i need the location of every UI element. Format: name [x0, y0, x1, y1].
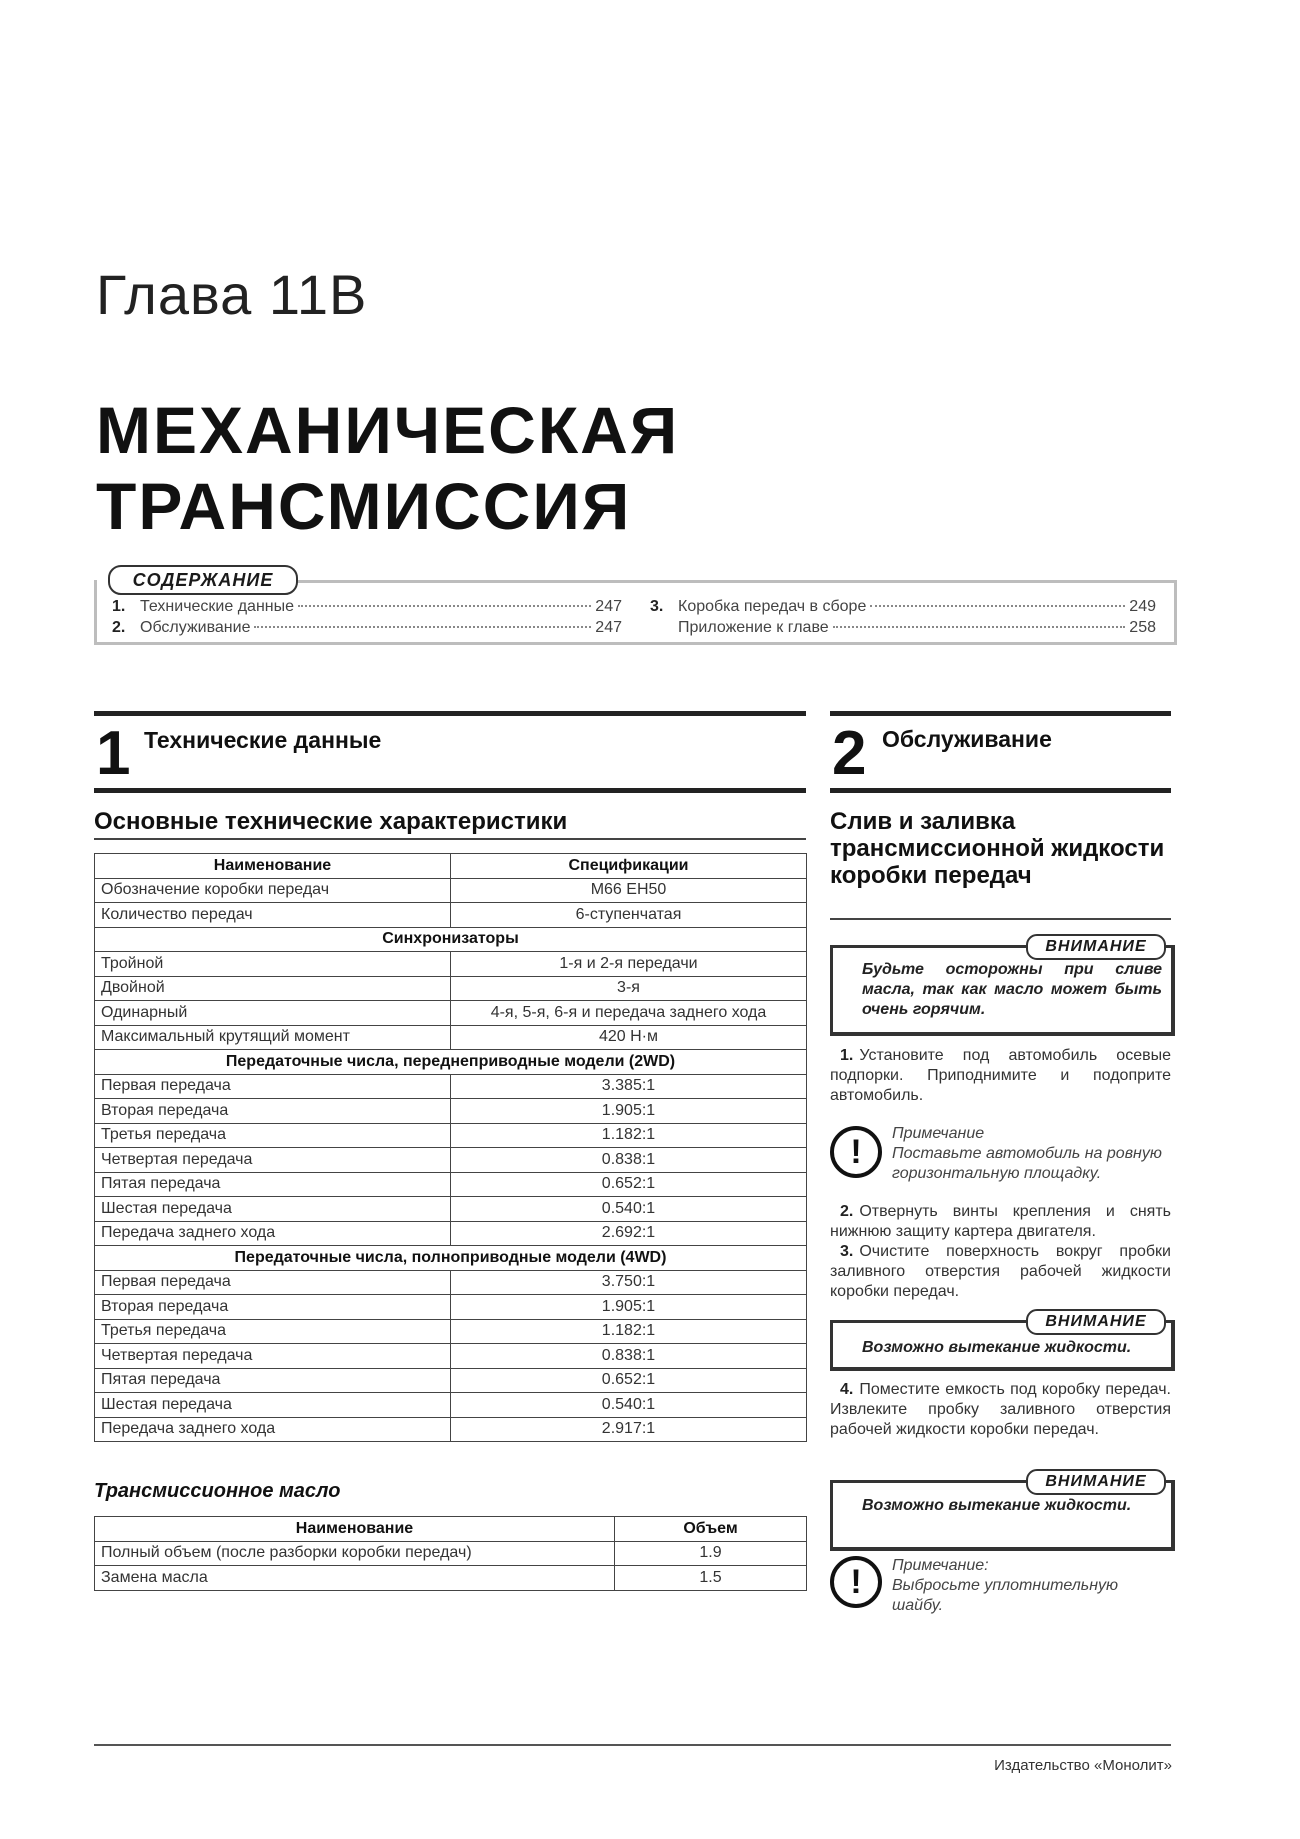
table-row: [95, 1566, 807, 1591]
table-cell-name: Количество передач: [95, 903, 451, 928]
step-text: Отвернуть винты крепления и снять нижнюю защиту картера двигателя.: [830, 1203, 1171, 1240]
warning-text: Будьте осторожны при сливе масла, так как масло может быть очень горячим.: [862, 961, 1162, 1018]
table-row: [95, 1270, 807, 1295]
toc-item[interactable]: [112, 619, 622, 637]
toc-item-page: 249: [1129, 598, 1156, 615]
table-row: [95, 1295, 807, 1320]
table-cell-value: M66 EH50: [451, 878, 807, 903]
note: [892, 1124, 1171, 1184]
table-row: [95, 1197, 807, 1222]
table-cell-value: 6-ступенчатая: [451, 903, 807, 928]
publisher-footer: Издательство «Монолит»: [994, 1757, 1172, 1774]
toc-item-page: 247: [595, 619, 622, 636]
table-row: [95, 976, 807, 1001]
step-number: 4.: [840, 1381, 854, 1398]
table-cell-name: Третья передача: [95, 1319, 451, 1344]
toc-item-label: Обслуживание: [140, 619, 251, 636]
section-divider: [830, 788, 1171, 793]
toc-item-label: Приложение к главе: [678, 619, 829, 636]
step-number: 1.: [840, 1047, 854, 1064]
table-row: [95, 1393, 807, 1418]
table-cell-value: 2.917:1: [451, 1417, 807, 1442]
table-row: [95, 1221, 807, 1246]
footer-rule: [94, 1744, 1171, 1746]
table-group-row: [95, 927, 807, 952]
warning-label: ВНИМАНИЕ: [1026, 1309, 1166, 1335]
table-row: [95, 1368, 807, 1393]
table-row: [95, 1541, 807, 1566]
table-cell-value: 1.182:1: [451, 1319, 807, 1344]
table-cell-value: 1.905:1: [451, 1099, 807, 1124]
toc-leader-dots: [298, 605, 591, 607]
oil-table: [94, 1516, 807, 1591]
page-title-line2: ТРАНСМИССИЯ: [96, 469, 632, 543]
table-cell-value: 3-я: [451, 976, 807, 1001]
column-header: Спецификации: [451, 854, 807, 879]
section-divider: [94, 711, 806, 716]
table-cell-name: Вторая передача: [95, 1099, 451, 1124]
table-cell-value: 0.540:1: [451, 1197, 807, 1222]
exclamation-icon: !: [830, 1556, 882, 1608]
chapter-number: Глава 11В: [96, 263, 368, 326]
toc-item[interactable]: [112, 598, 622, 616]
table-cell-name: Четвертая передача: [95, 1148, 451, 1173]
subsection-underline: [94, 838, 806, 840]
warning-label: ВНИМАНИЕ: [1026, 934, 1166, 960]
subsection-underline: [830, 918, 1171, 920]
table-row: [95, 1074, 807, 1099]
subsection-title: Слив и заливка трансмиссионной жидкости коробки передач: [830, 808, 1165, 889]
table-group-row: [95, 1050, 807, 1075]
table-cell-name: Передача заднего хода: [95, 1417, 451, 1442]
table-cell-name: Передача заднего хода: [95, 1221, 451, 1246]
step-number: 2.: [840, 1203, 854, 1220]
step-1: [830, 1046, 1171, 1106]
spec-table: [94, 853, 807, 1442]
table-row: [95, 1001, 807, 1026]
note: [892, 1556, 1171, 1616]
table-cell-name: Тройной: [95, 952, 451, 977]
table-cell-name: Полный объем (после разборки коробки передач): [95, 1541, 615, 1566]
toc-leader-dots: [833, 626, 1126, 628]
table-cell-name: Пятая передача: [95, 1368, 451, 1393]
table-cell-value: 420 Н·м: [451, 1025, 807, 1050]
table-row: [95, 1344, 807, 1369]
toc-item-number: 2.: [112, 619, 126, 636]
toc-item[interactable]: [650, 598, 1156, 616]
table-cell-value: 3.385:1: [451, 1074, 807, 1099]
toc-leader-dots: [870, 605, 1125, 607]
toc-item[interactable]: [650, 619, 1156, 637]
table-cell-name: Вторая передача: [95, 1295, 451, 1320]
table-row: [95, 952, 807, 977]
section-number: 2: [832, 719, 867, 788]
table-row: [95, 1025, 807, 1050]
section-divider: [830, 711, 1171, 716]
table-row: [95, 903, 807, 928]
table-row: [95, 1172, 807, 1197]
section-title: Технические данные: [144, 727, 382, 753]
table-cell-value: 2.692:1: [451, 1221, 807, 1246]
toc-item-number: 1.: [112, 598, 126, 615]
section-title: Обслуживание: [882, 726, 1052, 752]
column-header: Наименование: [95, 1517, 615, 1542]
table-cell-name: Максимальный крутящий момент: [95, 1025, 451, 1050]
column-header: Наименование: [95, 854, 451, 879]
table-cell-name: Замена масла: [95, 1566, 615, 1591]
table-row: [95, 1417, 807, 1442]
exclamation-icon: !: [830, 1126, 882, 1178]
table-cell-value: 4-я, 5-я, 6-я и передача заднего хода: [451, 1001, 807, 1026]
table-cell-value: 1.9: [615, 1541, 807, 1566]
page-title-line1: МЕХАНИЧЕСКАЯ: [96, 393, 680, 467]
table-cell-value: 0.652:1: [451, 1368, 807, 1393]
table-cell-name: Первая передача: [95, 1270, 451, 1295]
table-cell-name: Четвертая передача: [95, 1344, 451, 1369]
warning-text: Возможно вытекание жидкости.: [862, 1339, 1132, 1356]
step-text: Поместите емкость под коробку передач. Извлеките пробку заливного отверстия рабочей жидкости коробки передач.: [830, 1381, 1171, 1438]
toc-item-page: 247: [595, 598, 622, 615]
warning-text: Возможно вытекание жидкости.: [862, 1497, 1132, 1514]
table-row: [95, 1148, 807, 1173]
toc-item-number: 3.: [650, 598, 664, 615]
step-text: Очистите поверхность вокруг пробки заливного отверстия рабочей жидкости коробки передач.: [830, 1243, 1171, 1300]
table-cell-name: Одинарный: [95, 1001, 451, 1026]
table-header-row: [95, 1517, 807, 1542]
toc-item-page: 258: [1129, 619, 1156, 636]
toc-heading: СОДЕРЖАНИЕ: [108, 565, 298, 595]
table-cell-name: Первая передача: [95, 1074, 451, 1099]
table-cell-value: 1-я и 2-я передачи: [451, 952, 807, 977]
step-2: [830, 1202, 1171, 1242]
table-header-row: [95, 854, 807, 879]
table-cell-value: 1.905:1: [451, 1295, 807, 1320]
column-header: Объем: [615, 1517, 807, 1542]
table-cell-name: Шестая передача: [95, 1197, 451, 1222]
note-text: Поставьте автомобиль на ровную горизонтальную площадку.: [892, 1145, 1162, 1182]
note-title: Примечание:: [892, 1557, 989, 1574]
note-text: Выбросьте уплотнительную шайбу.: [892, 1577, 1119, 1614]
table-group-label: Передаточные числа, переднеприводные модели (2WD): [95, 1050, 807, 1075]
step-3: [830, 1242, 1171, 1302]
table-cell-value: 1.182:1: [451, 1123, 807, 1148]
table-group-label: Синхронизаторы: [95, 927, 807, 952]
table-row: [95, 1319, 807, 1344]
table-group-label: Передаточные числа, полноприводные модели (4WD): [95, 1246, 807, 1271]
warning-label: ВНИМАНИЕ: [1026, 1469, 1166, 1495]
section-divider: [94, 788, 806, 793]
table-row: [95, 1099, 807, 1124]
table-cell-value: 3.750:1: [451, 1270, 807, 1295]
oil-title: Трансмиссионное масло: [94, 1480, 341, 1502]
table-cell-name: Двойной: [95, 976, 451, 1001]
table-cell-name: Пятая передача: [95, 1172, 451, 1197]
step-4: [830, 1380, 1171, 1440]
table-cell-name: Обозначение коробки передач: [95, 878, 451, 903]
note-title: Примечание: [892, 1125, 985, 1142]
table-cell-name: Третья передача: [95, 1123, 451, 1148]
table-row: [95, 878, 807, 903]
toc-item-label: Технические данные: [140, 598, 295, 615]
page-title: [96, 392, 679, 544]
table-cell-value: 0.838:1: [451, 1344, 807, 1369]
subsection-title: Основные технические характеристики: [94, 808, 568, 835]
table-group-row: [95, 1246, 807, 1271]
section-number: 1: [96, 719, 131, 788]
toc-leader-dots: [254, 626, 591, 628]
step-text: Установите под автомобиль осевые подпорки. Приподнимите и подоприте автомобиль.: [830, 1047, 1171, 1104]
step-number: 3.: [840, 1243, 854, 1260]
table-cell-name: Шестая передача: [95, 1393, 451, 1418]
table-row: [95, 1123, 807, 1148]
table-cell-value: 0.838:1: [451, 1148, 807, 1173]
table-cell-value: 0.540:1: [451, 1393, 807, 1418]
table-cell-value: 1.5: [615, 1566, 807, 1591]
table-cell-value: 0.652:1: [451, 1172, 807, 1197]
toc-item-label: Коробка передач в сборе: [678, 598, 867, 615]
